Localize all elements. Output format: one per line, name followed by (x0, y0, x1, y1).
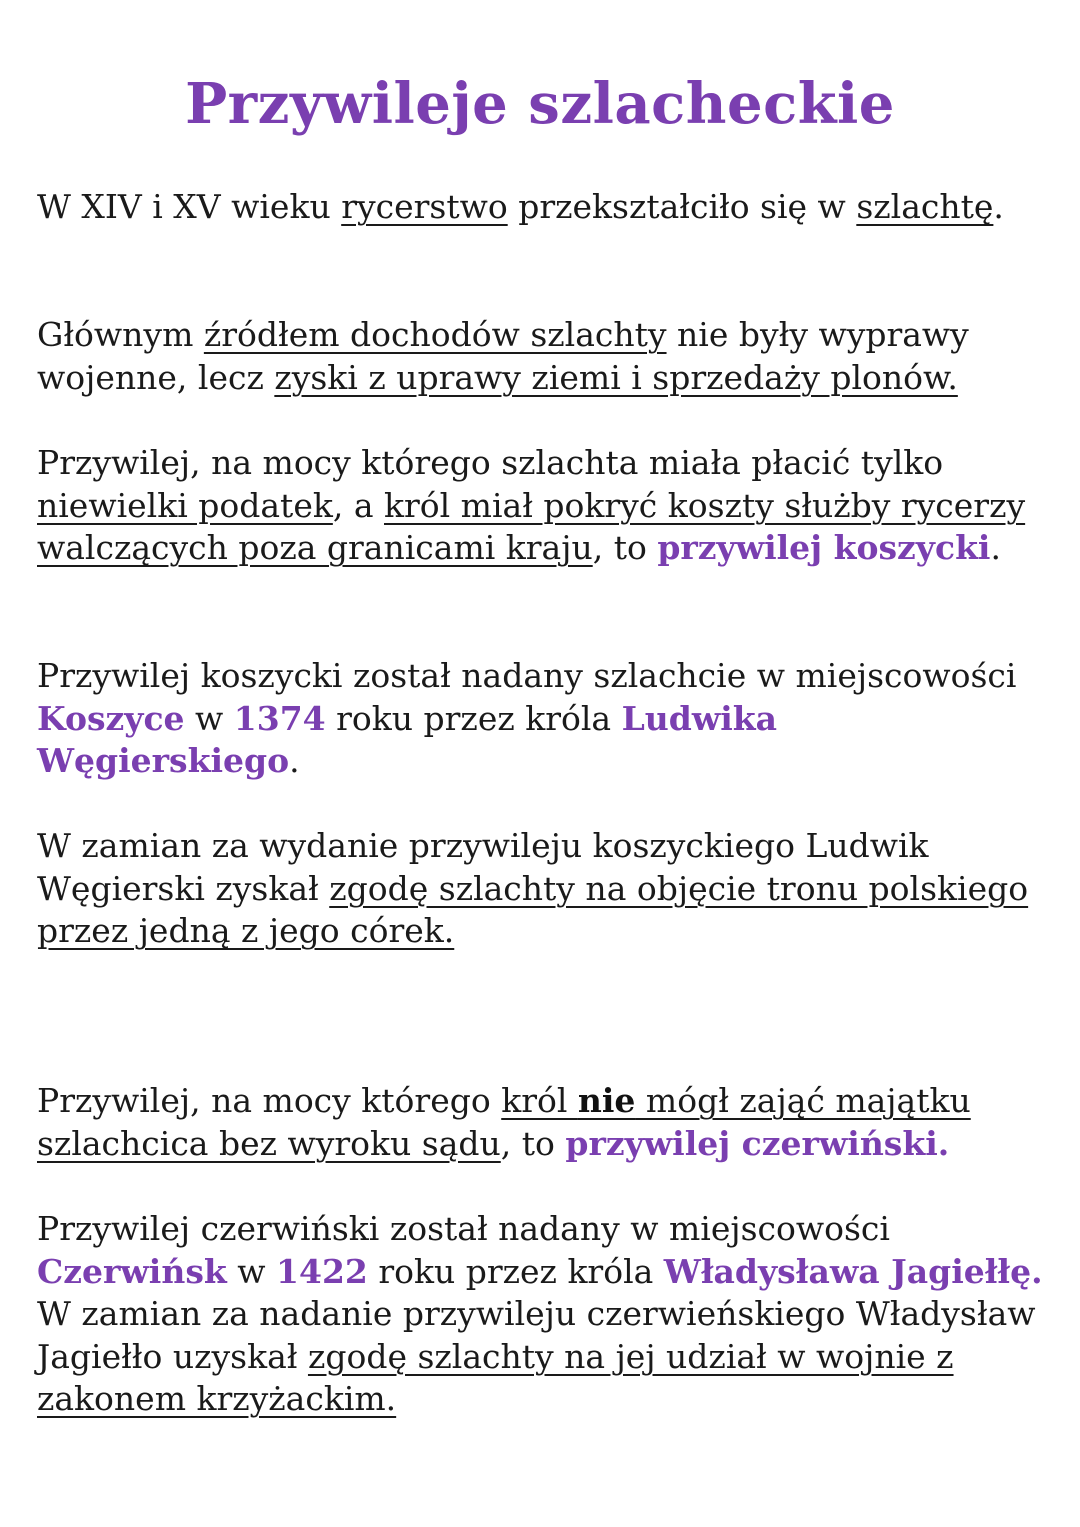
paragraph-czerwinsk (37, 1208, 1047, 1421)
paragraph-line (37, 1293, 1047, 1421)
text: . (990, 528, 1001, 567)
text: Przywilej czerwiński został nadany w miejscowości (37, 1209, 890, 1248)
underlined-term: źródłem dochodów szlachty (203, 315, 667, 354)
text: , to (592, 528, 658, 567)
underlined-term: rycerstwo (341, 187, 508, 226)
bold-word: nie (577, 1081, 636, 1120)
highlight-term: przywilej koszycki (657, 528, 991, 567)
text: w (184, 698, 234, 738)
underlined-text: król (501, 1081, 578, 1120)
text: roku przez króla (367, 1251, 664, 1291)
paragraph-przywilej-czerwinski (37, 1080, 1047, 1165)
highlight-year: 1422 (276, 1251, 368, 1291)
text: Przywilej, na mocy którego (37, 1081, 502, 1120)
highlight-year: 1374 (233, 698, 326, 738)
highlight-king: Władysława Jagiełłę. (663, 1251, 1043, 1291)
text: roku przez króla (325, 698, 622, 738)
underlined-term: szlachtę (856, 187, 994, 226)
text: Głównym (37, 315, 204, 354)
underlined-term: zgodę szlachty na objęcie tronu polskiego przez jedną z jego córek. (37, 868, 1029, 950)
paragraph-line (37, 1208, 1047, 1293)
underlined-text: mógł zająć majątku szlachcica bez wyroku sądu (37, 1081, 971, 1163)
highlight-place: Koszyce (37, 698, 185, 738)
text: , to (500, 1123, 566, 1163)
text: Przywilej, na mocy którego szlachta miała płacić tylko (37, 443, 944, 482)
text: W zamian za nadanie przywileju czerwieńskiego Władysław Jagiełło uzyskał (37, 1294, 1036, 1376)
text: nie były wyprawy wojenne, lecz (37, 315, 969, 397)
text: w (226, 1251, 277, 1291)
page-title: Przywileje szlacheckie (185, 71, 895, 137)
highlight-place: Czerwińsk (37, 1251, 227, 1291)
text: , a (332, 485, 384, 525)
text: . (289, 741, 300, 780)
highlight-term: przywilej czerwiński. (565, 1123, 950, 1163)
paragraph-rycerstwo (37, 186, 1047, 229)
text: przekształciło się w (507, 187, 857, 226)
text: . (993, 187, 1004, 226)
text: W zamian za wydanie przywileju koszyckiego Ludwik Węgierski zyskał (37, 826, 929, 908)
underlined-term: niewielki podatek (37, 485, 333, 525)
text: Przywilej koszycki został nadany szlachcie w miejscowości (37, 656, 1017, 695)
paragraph-dochody (37, 314, 1047, 399)
text: W XIV i XV wieku (37, 187, 342, 226)
paragraph-ludwik (37, 825, 1047, 953)
underlined-term: król miał pokryć koszty służby rycerzy walczących poza granicami kraju (37, 485, 1026, 567)
paragraph-koszyce (37, 655, 1047, 783)
underlined-term: zyski z uprawy ziemi i sprzedaży plonów. (274, 357, 958, 397)
highlight-king: Ludwika Węgierskiego (37, 698, 778, 780)
underlined-term: zgodę szlachty na jej udział w wojnie z zakonem krzyżackim. (37, 1336, 954, 1418)
paragraph-przywilej-koszycki (37, 442, 1047, 570)
